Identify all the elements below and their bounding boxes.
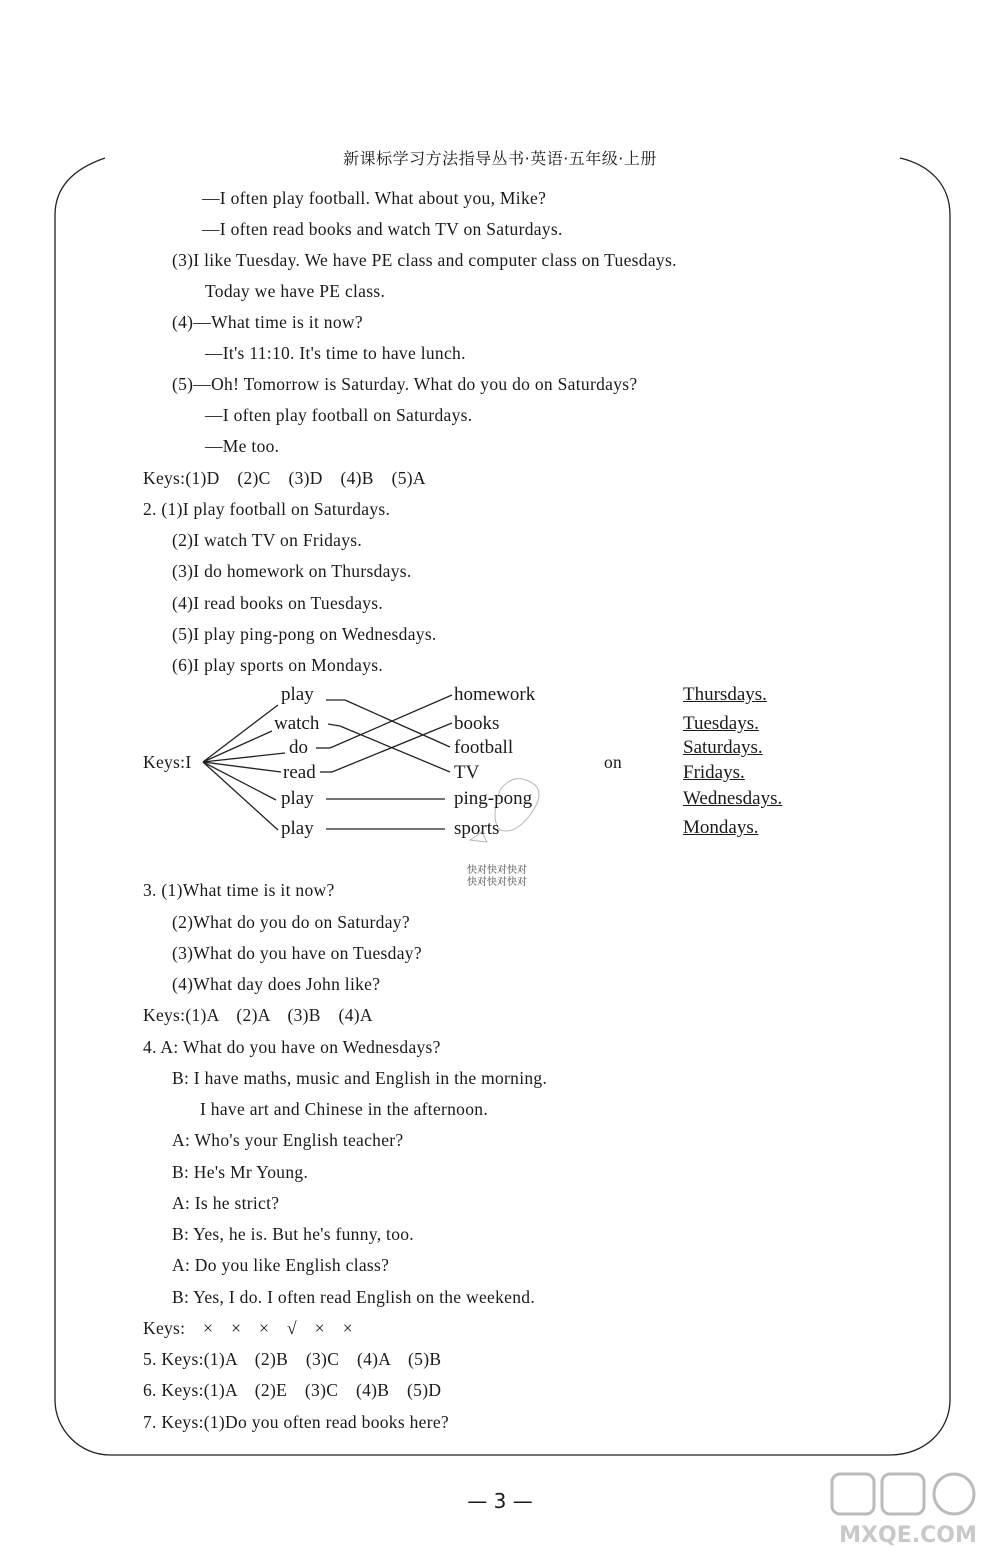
day-thursdays: Thursdays. xyxy=(683,684,767,705)
text-line: (3)I like Tuesday. We have PE class and computer class on Tuesdays. xyxy=(172,250,677,270)
text-line: (3)What do you have on Tuesday? xyxy=(172,943,422,963)
verb-watch: watch xyxy=(274,713,320,734)
stamp-line: 快对快对快对 xyxy=(467,865,527,876)
keys-line: 5. Keys:(1)A (2)B (3)C (4)A (5)B xyxy=(143,1349,442,1369)
text-line: (3)I do homework on Thursdays. xyxy=(172,561,412,581)
object-sports: sports xyxy=(454,818,500,839)
day-fridays: Fridays. xyxy=(683,762,745,783)
running-header: 新课标学习方法指导丛书·英语·五年级·上册 xyxy=(343,149,657,168)
stamp-line: 快对快对快对 xyxy=(467,877,527,888)
text-line: (5)—Oh! Tomorrow is Saturday. What do you do on Saturdays? xyxy=(172,374,638,394)
text-line: Today we have PE class. xyxy=(205,281,386,301)
object-ping-pong: ping-pong xyxy=(454,788,533,809)
day-wednesdays: Wednesdays. xyxy=(683,788,783,809)
keys-line: 6. Keys:(1)A (2)E (3)C (4)B (5)D xyxy=(143,1380,442,1400)
watermark-stamp xyxy=(452,865,542,889)
text-line: (2)I watch TV on Fridays. xyxy=(172,530,363,550)
text-line: (4)I read books on Tuesdays. xyxy=(172,593,384,613)
keys-line: 7. Keys:(1)Do you often read books here? xyxy=(143,1412,450,1432)
text-line: I have art and Chinese in the afternoon. xyxy=(200,1099,489,1119)
verb-read: read xyxy=(283,762,316,783)
text-line: A: Is he strict? xyxy=(172,1193,280,1213)
object-tv: TV xyxy=(454,762,480,783)
verb-play: play xyxy=(281,684,314,705)
text-line: 4. A: What do you have on Wednesdays? xyxy=(143,1037,441,1057)
text-line: B: Yes, I do. I often read English on the weekend. xyxy=(172,1287,535,1307)
watermark-url: MXQE.COM xyxy=(839,1523,977,1548)
text-line: (4)—What time is it now? xyxy=(172,312,363,332)
page-number: — 3 — xyxy=(467,1489,533,1513)
text-line: B: I have maths, music and English in the morning. xyxy=(172,1068,548,1088)
text-line: —I often play football on Saturdays. xyxy=(205,405,473,425)
text-line: —It's 11:10. It's time to have lunch. xyxy=(205,343,466,363)
keys-line: Keys: × × × √ × × xyxy=(143,1318,353,1338)
text-line: (5)I play ping-pong on Wednesdays. xyxy=(172,624,437,644)
text-line: (4)What day does John like? xyxy=(172,974,381,994)
text-line: (6)I play sports on Mondays. xyxy=(172,655,384,675)
text-line: 2. (1)I play football on Saturdays. xyxy=(143,499,391,519)
text-line: B: Yes, he is. But he's funny, too. xyxy=(172,1224,414,1244)
text-line: A: Do you like English class? xyxy=(172,1255,390,1275)
keys-label: Keys:I xyxy=(143,752,192,772)
keys-line: Keys:(1)D (2)C (3)D (4)B (5)A xyxy=(143,468,426,488)
text-line: —Me too. xyxy=(205,436,280,456)
text-line: (2)What do you do on Saturday? xyxy=(172,912,410,932)
text-line: —I often read books and watch TV on Saturdays. xyxy=(202,219,563,239)
verb-do: do xyxy=(289,737,308,758)
on-label: on xyxy=(604,752,623,772)
object-homework: homework xyxy=(454,684,536,705)
keys-line: Keys:(1)A (2)A (3)B (4)A xyxy=(143,1005,373,1025)
verb-play: play xyxy=(281,818,314,839)
day-saturdays: Saturdays. xyxy=(683,737,763,758)
object-books: books xyxy=(454,713,500,734)
watermark-logo xyxy=(828,1468,988,1552)
verb-play: play xyxy=(281,788,314,809)
text-line: A: Who's your English teacher? xyxy=(172,1130,404,1150)
day-mondays: Mondays. xyxy=(683,817,759,838)
object-football: football xyxy=(454,737,514,758)
day-tuesdays: Tuesdays. xyxy=(683,713,759,734)
text-line: 3. (1)What time is it now? xyxy=(143,880,335,900)
text-line: —I often play football. What about you, Mike? xyxy=(202,188,547,208)
text-line: B: He's Mr Young. xyxy=(172,1162,309,1182)
